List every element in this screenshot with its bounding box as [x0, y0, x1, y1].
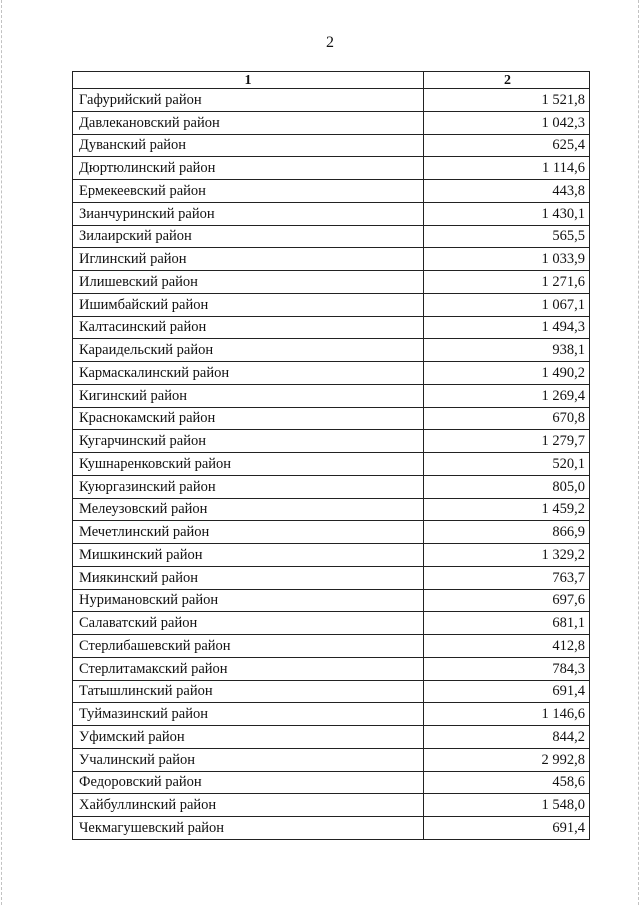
- district-name-cell: Татышлинский район: [73, 680, 424, 703]
- district-value-cell: 670,8: [424, 407, 590, 430]
- table-row: [73, 703, 590, 726]
- district-value-cell: 565,5: [424, 225, 590, 248]
- district-value-cell: 443,8: [424, 180, 590, 203]
- district-name-cell: Краснокамский район: [73, 407, 424, 430]
- table-body: [73, 89, 590, 840]
- district-name-cell: Мелеузовский район: [73, 498, 424, 521]
- district-value-cell: 1 494,3: [424, 316, 590, 339]
- table-row: [73, 248, 590, 271]
- table-row: [73, 407, 590, 430]
- district-name-cell: Ермекеевский район: [73, 180, 424, 203]
- district-value-cell: 866,9: [424, 521, 590, 544]
- table-row: [73, 521, 590, 544]
- district-name-cell: Мишкинский район: [73, 544, 424, 567]
- district-name-cell: Караидельский район: [73, 339, 424, 362]
- district-value-cell: 1 269,4: [424, 384, 590, 407]
- table-header-row: [73, 72, 590, 89]
- district-value-cell: 458,6: [424, 771, 590, 794]
- table-row: [73, 362, 590, 385]
- table-row: [73, 134, 590, 157]
- district-value-cell: 1 067,1: [424, 293, 590, 316]
- table-row: [73, 430, 590, 453]
- district-name-cell: Кармаскалинский район: [73, 362, 424, 385]
- district-value-cell: 625,4: [424, 134, 590, 157]
- district-value-cell: 520,1: [424, 453, 590, 476]
- table-row: [73, 293, 590, 316]
- district-name-cell: Миякинский район: [73, 566, 424, 589]
- district-value-cell: 1 490,2: [424, 362, 590, 385]
- table-row: [73, 453, 590, 476]
- table-row: [73, 544, 590, 567]
- table-row: [73, 89, 590, 112]
- district-value-cell: 805,0: [424, 475, 590, 498]
- table-row: [73, 657, 590, 680]
- district-name-cell: Мечетлинский район: [73, 521, 424, 544]
- district-value-cell: 938,1: [424, 339, 590, 362]
- district-value-cell: 844,2: [424, 726, 590, 749]
- table-row: [73, 771, 590, 794]
- district-value-cell: 2 992,8: [424, 748, 590, 771]
- scan-edge-right: [636, 0, 639, 905]
- district-name-cell: Кигинский район: [73, 384, 424, 407]
- table-row: [73, 726, 590, 749]
- page-number: 2: [326, 34, 334, 51]
- district-value-cell: 784,3: [424, 657, 590, 680]
- table-row: [73, 566, 590, 589]
- district-name-cell: Стерлибашевский район: [73, 635, 424, 658]
- district-value-cell: 1 279,7: [424, 430, 590, 453]
- district-name-cell: Стерлитамакский район: [73, 657, 424, 680]
- district-name-cell: Уфимский район: [73, 726, 424, 749]
- district-name-cell: Илишевский район: [73, 271, 424, 294]
- table-row: [73, 111, 590, 134]
- table-row: [73, 612, 590, 635]
- district-value-cell: 1 430,1: [424, 202, 590, 225]
- district-name-cell: Учалинский район: [73, 748, 424, 771]
- district-name-cell: Зилаирский район: [73, 225, 424, 248]
- table-row: [73, 817, 590, 840]
- column-header-1: 1: [73, 72, 424, 89]
- table-row: [73, 680, 590, 703]
- column-header-2: 2: [424, 72, 590, 89]
- table-row: [73, 589, 590, 612]
- district-value-cell: 1 042,3: [424, 111, 590, 134]
- district-name-cell: Гафурийский район: [73, 89, 424, 112]
- district-value-cell: 1 329,2: [424, 544, 590, 567]
- district-name-cell: Дюртюлинский район: [73, 157, 424, 180]
- district-name-cell: Салаватский район: [73, 612, 424, 635]
- district-value-cell: 1 459,2: [424, 498, 590, 521]
- district-value-cell: 1 521,8: [424, 89, 590, 112]
- table-row: [73, 475, 590, 498]
- district-name-cell: Иглинский район: [73, 248, 424, 271]
- district-value-cell: 1 114,6: [424, 157, 590, 180]
- district-value-cell: 691,4: [424, 817, 590, 840]
- district-name-cell: Кугарчинский район: [73, 430, 424, 453]
- district-name-cell: Давлекановский район: [73, 111, 424, 134]
- district-value-cell: 1 146,6: [424, 703, 590, 726]
- table-row: [73, 498, 590, 521]
- table-row: [73, 180, 590, 203]
- district-value-cell: 763,7: [424, 566, 590, 589]
- table-row: [73, 316, 590, 339]
- table-row: [73, 202, 590, 225]
- district-name-cell: Кушнаренковский район: [73, 453, 424, 476]
- table-row: [73, 748, 590, 771]
- district-name-cell: Куюргазинский район: [73, 475, 424, 498]
- table-row: [73, 225, 590, 248]
- district-name-cell: Нуримановский район: [73, 589, 424, 612]
- district-name-cell: Зианчуринский район: [73, 202, 424, 225]
- table-row: [73, 384, 590, 407]
- district-table: [72, 71, 590, 840]
- district-name-cell: Дуванский район: [73, 134, 424, 157]
- district-name-cell: Туймазинский район: [73, 703, 424, 726]
- district-name-cell: Хайбуллинский район: [73, 794, 424, 817]
- table-row: [73, 339, 590, 362]
- table-row: [73, 635, 590, 658]
- district-value-cell: 1 548,0: [424, 794, 590, 817]
- district-value-cell: 1 271,6: [424, 271, 590, 294]
- district-value-cell: 697,6: [424, 589, 590, 612]
- scan-edge-left: [1, 0, 4, 905]
- district-value-cell: 681,1: [424, 612, 590, 635]
- district-value-cell: 691,4: [424, 680, 590, 703]
- table-row: [73, 794, 590, 817]
- district-name-cell: Чекмагушевский район: [73, 817, 424, 840]
- district-value-cell: 1 033,9: [424, 248, 590, 271]
- district-name-cell: Федоровский район: [73, 771, 424, 794]
- table-row: [73, 271, 590, 294]
- district-value-cell: 412,8: [424, 635, 590, 658]
- table-row: [73, 157, 590, 180]
- district-name-cell: Ишимбайский район: [73, 293, 424, 316]
- district-name-cell: Калтасинский район: [73, 316, 424, 339]
